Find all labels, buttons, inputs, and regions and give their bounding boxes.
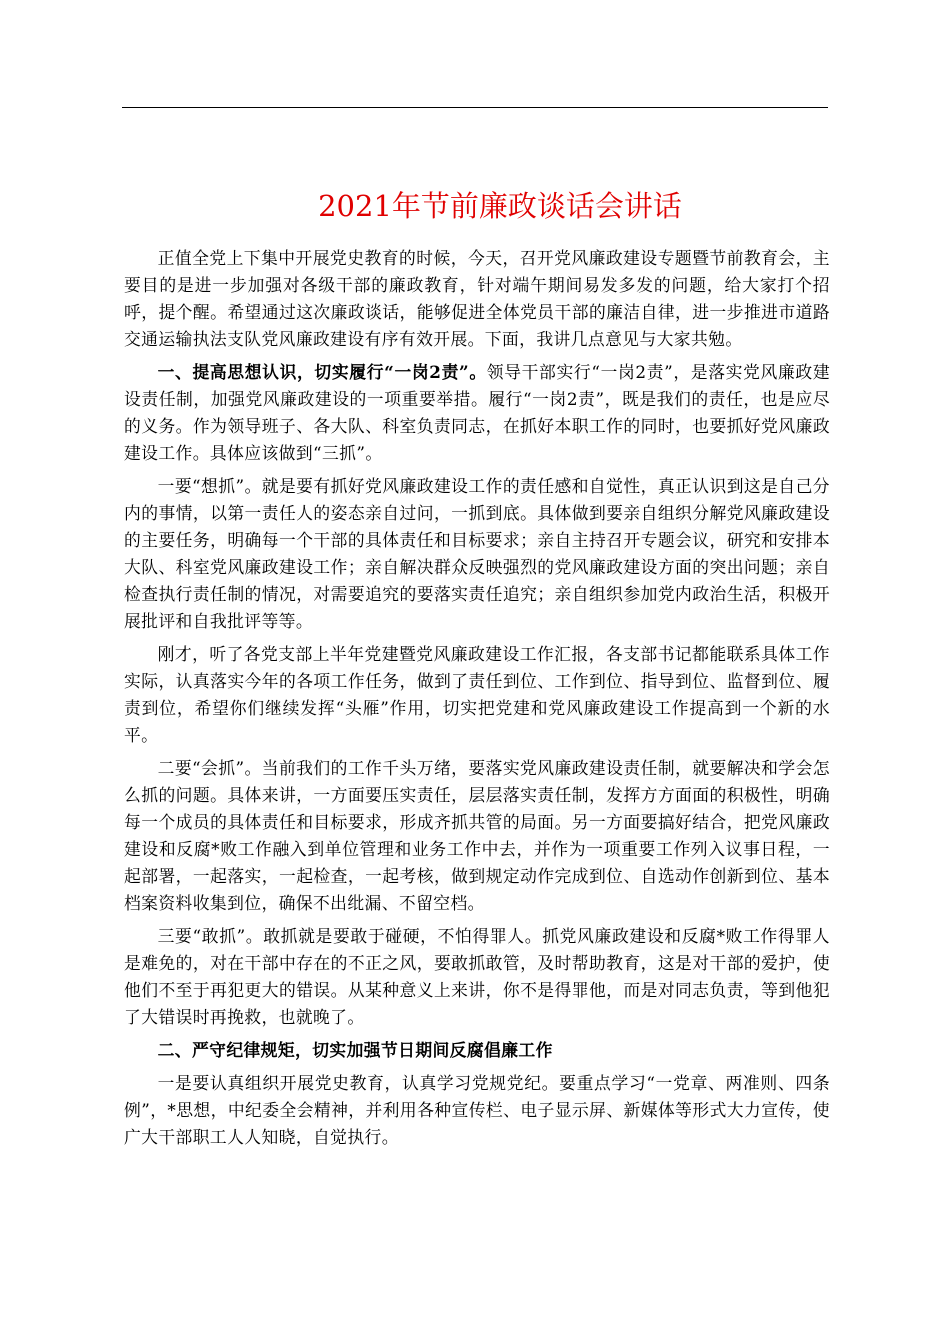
paragraph-gan-zhua — [124, 923, 830, 1031]
paragraph-intro — [124, 245, 830, 353]
paragraph-section-two — [124, 1037, 830, 1064]
paragraph-text: 一要“想抓”。就是要有抓好党风廉政建设工作的责任感和自觉性，真正认识到这是自己分内的事情，以第一责任人的姿态亲自过问，一抓到底。具体做到要亲自组织分解党风廉政建设的主要任务，明确每一个干部的具体责任和目标要求；亲自主持召开专题会议，研究和安排本大队、科室党风廉政建设工作；亲自解决群众反映强烈的党风廉政建设方面的突出问题；亲自检查执行责任制的情况，对需要追究的要落实责任追究；亲自组织参加党内政治生活，积极开展批评和自我批评等等。 — [124, 476, 830, 631]
section-heading-one: 一、提高思想认识，切实履行“一岗2责”。 — [157, 362, 487, 382]
document-title: 2021年节前廉政谈话会讲话 — [318, 189, 682, 223]
paragraph-text: 二要“会抓”。当前我们的工作千头万绪，要落实党风廉政建设责任制，就要解决和学会怎么抓的问题。具体来讲，一方面要压实责任，层层落实责任制，发挥方方面面的积极性，明确每一个成员的具体责任和目标要求，形成齐抓共管的局面。另一方面要搞好结合，把党风廉政建设和反腐*败工作融入到单位管理和业务工作中去，并作为一项重要工作列入议事日程，一起部署，一起落实，一起检查，一起考核，做到规定动作完成到位、自选动作创新到位、基本档案资料收集到位，确保不出纰漏、不留空档。 — [124, 758, 830, 913]
paragraph-text: 正值全党上下集中开展党史教育的时候，今天，召开党风廉政建设专题暨节前教育会，主要目的是进一步加强对各级干部的廉政教育，针对端午期间易发多发的问题，给大家打个招呼，提个醒。希望通过这次廉政谈话，能够促进全体党员干部的廉洁自律，进一步推进市道路交通运输执法支队党风廉政建设有序有效开展。下面，我讲几点意见与大家共勉。 — [124, 248, 830, 349]
paragraph-text: 三要“敢抓”。敢抓就是要敢于碰硬，不怕得罪人。抓党风廉政建设和反腐*败工作得罪人是难免的，对在干部中存在的不正之风，要敢抓敢管，及时帮助教育，这是对干部的爱护，使他们不至于再犯更大的错误。从某种意义上来讲，你不是得罪他，而是对同志负责，等到他犯了大错误时再挽救，也就晚了。 — [124, 926, 830, 1027]
paragraph-study — [124, 1070, 830, 1151]
paragraph-hui-zhua — [124, 755, 830, 917]
paragraph-text: 领导干部实行“一岗2责”，是落实党风廉政建设责任制，加强党风廉政建设的一项重要举措。履行“一岗2责”，既是我们的责任，也是应尽的义务。作为领导班子、各大队、科室负责同志，在抓好本职工作的同时，也要抓好党风廉政建设工作。具体应该做到“三抓”。 — [124, 362, 830, 463]
paragraph-section-one — [124, 359, 830, 467]
paragraph-xiang-zhua — [124, 473, 830, 635]
paragraph-text: 刚才，听了各党支部上半年党建暨党风廉政建设工作汇报，各支部书记都能联系具体工作实际，认真落实今年的各项工作任务，做到了责任到位、工作到位、指导到位、监督到位、履责到位，希望你们继续发挥“头雁”作用，切实把党建和党风廉政建设工作提高到一个新的水平。 — [124, 644, 830, 745]
paragraph-report — [124, 641, 830, 749]
paragraph-text: 一是要认真组织开展党史教育，认真学习党规党纪。要重点学习“一党章、两准则、四条例”，*思想，中纪委全会精神，并利用各种宣传栏、电子显示屏、新媒体等形式大力宣传，使广大干部职工人人知晓，自觉执行。 — [124, 1073, 830, 1147]
section-heading-two: 二、严守纪律规矩，切实加强节日期间反腐倡廉工作 — [157, 1040, 553, 1060]
header-rule — [122, 107, 828, 108]
document-body — [124, 245, 830, 1157]
